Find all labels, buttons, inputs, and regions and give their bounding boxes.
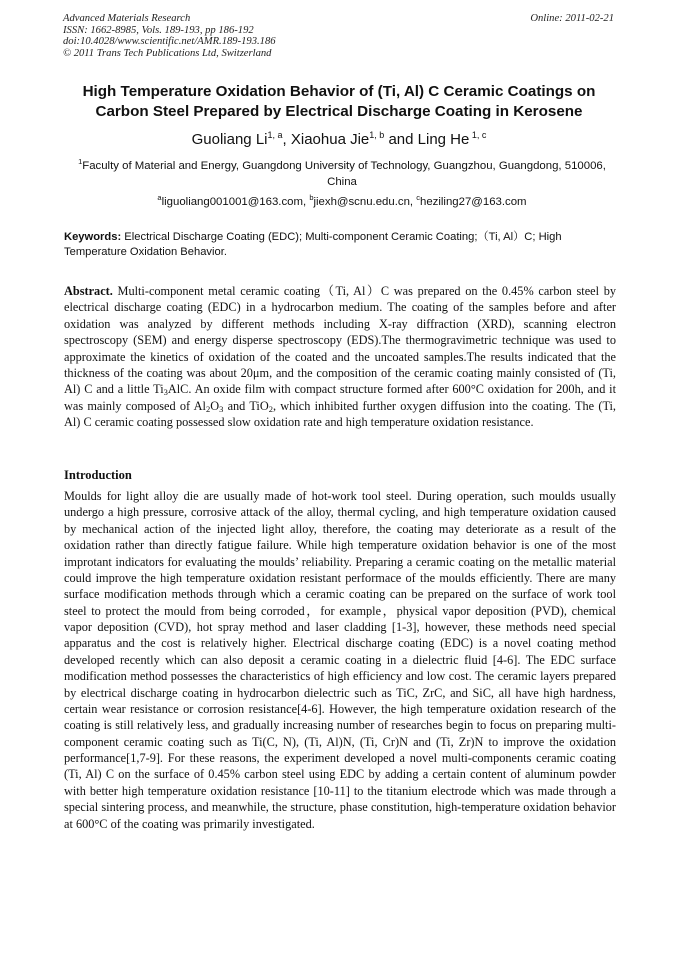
subscript: 2 [268, 403, 273, 414]
author-superscript: 1, a [267, 130, 283, 140]
author-emails [64, 195, 620, 209]
introduction-body: Moulds for light alloy die are usually made of hot-work tool steel. During operation, such moulds usually undergo a high pressure, corrosive attack of the alloy, thermal cycling, and high temperature oxidation caused by mechanical action of the injected light alloy, therefore, the coating may deteriorate as a result of the oxidation rather than directly fatigue failure. While high temperature oxidation behavior is one of the most improtant indicators for evaluating the moulds’ reliability. Preparing a ceramic coating on the metallic material could improve the high temperature oxidation resistant performace of the moulds efficiently. There are many surface modification methods through which a ceramic coating can be prepared on the surface of work tool steel to protect the mould from being corroded，for example，physical vapor deposition (PVD), chemical vapor deposition (CVD), hot spray method and laser cladding [1-3], however, these methods need special apparatus and the cost is relatively higher. Electrical discharge coating (EDC) is a novel coating method developed recently which can also deposit a ceramic coating in a dielectric fluid [4-6]. The EDC surface modification method possesses the characteristics of high efficiency and low cost. The ceramic layers prepared by electrical discharge coating in hydrocarbon dielectric such as TiC, ZrC, and SiC, all have high hardness, certain wear resistance or corrosion resistance[4-6]. However, the high temperature oxidation research of the coating is still relatively less, and gradually increasing number of researches begin to focus on preparing multi-component ceramic coating such as Ti(C, N), (Ti, Al)N, (Ti, Cr)N and (Ti, Zr)N to improve the oxidation performance[1,7-9]. For these reasons, the experiment developed a novel multi-components ceramic coating (Ti, Al) C on the surface of 0.45% carbon steel using EDC by adding a certain content of aluminum powder with better high temperature oxidation resistance [10-11] to the titanium electrode which was made through a special sintering process, and meanwhile, the structure, phase constitution, high-temperature oxidation behavior at 600°C of the coating was primarily investigated. [64, 489, 616, 831]
author-separator: and [384, 131, 418, 148]
email-superscript: a [157, 193, 162, 202]
abstract-text: , which inhibited further oxygen diffusion into the coating. The (Ti, Al) C ceramic coating possessed slow oxidation rate and high temperature oxidation resistance. [64, 398, 617, 430]
issn-line: ISSN: 1662-8985, Vols. 189-193, pp 186-192 [63, 24, 254, 36]
keywords-label: Keywords: [64, 231, 122, 243]
abstract-text: AlC. An oxide film with compact structure formed after 600°C oxidation for 200h, and it was mainly composed of Al [64, 382, 616, 413]
author-superscript: 1, c [469, 130, 487, 140]
subscript: 3 [163, 387, 168, 398]
author-name: Ling He [417, 131, 470, 148]
abstract-text: and TiO [223, 398, 269, 413]
section-heading-introduction: Introduction [64, 468, 132, 482]
online-date: Online: 2011-02-21 [530, 13, 614, 24]
email-superscript: b [309, 193, 314, 202]
email-link[interactable]: heziling27@163.com [420, 196, 527, 208]
subscript: 2 [205, 403, 211, 414]
doi-line: doi:10.4028/www.scientific.net/AMR.189-193.186 [63, 36, 276, 48]
affiliation [64, 158, 620, 190]
title-line-1: High Temperature Oxidation Behavior of (Ti, Al) C Ceramic Coatings on [82, 83, 596, 100]
author-list [40, 130, 638, 150]
email-link[interactable]: liguoliang001001@163.com, [161, 196, 310, 208]
title-line-2: Carbon Steel Prepared by Electrical Discharge Coating in Kerosene [95, 103, 583, 120]
abstract-text: O [210, 398, 220, 413]
affiliation-text: Faculty of Material and Energy, Guangdong University of Technology, Guangzhou, Guangdong, 510006, China [82, 160, 606, 188]
author-superscript: 1, b [369, 130, 385, 140]
abstract [64, 283, 616, 431]
affiliation-superscript: 1 [78, 157, 83, 166]
author-separator: , [282, 131, 291, 148]
journal-name: Advanced Materials Research [63, 13, 191, 24]
subscript: 3 [219, 403, 224, 414]
journal-header [63, 13, 276, 59]
copyright-line: © 2011 Trans Tech Publications Ltd, Switzerland [63, 47, 272, 59]
email-superscript: c [416, 193, 420, 202]
email-link[interactable]: jiexh@scnu.edu.cn, [313, 196, 417, 208]
author-name: Xiaohua Jie [290, 131, 370, 148]
keywords-text: Electrical Discharge Coating (EDC); Multi-component Ceramic Coating;（Ti, Al）C; High Temperature Oxidation Behavior. [64, 231, 562, 259]
paper-title [40, 82, 638, 122]
keywords [64, 230, 616, 261]
abstract-label: Abstract. [64, 284, 113, 298]
abstract-text: Multi-component metal ceramic coating（Ti, Al）C was prepared on the 0.45% carbon steel by electrical discharge coating (EDC) in a hydrocarbon medium. The coating of the samples before and after oxidation was analyzed by different methods including X-ray diffraction (XRD), scanning electron spectroscopy (SEM) and energy disperse spectroscopy (EDS).The thermogravimetric technique was used to approximate the kinetics of oxidation of the coated and the uncoated samples.The results indicated that the thickness of the coating was about 20μm, and the composition of the ceramic coating mainly consisted of (Ti, Al) C and a little Ti [64, 284, 616, 397]
author-name: Guoliang Li [191, 131, 268, 148]
